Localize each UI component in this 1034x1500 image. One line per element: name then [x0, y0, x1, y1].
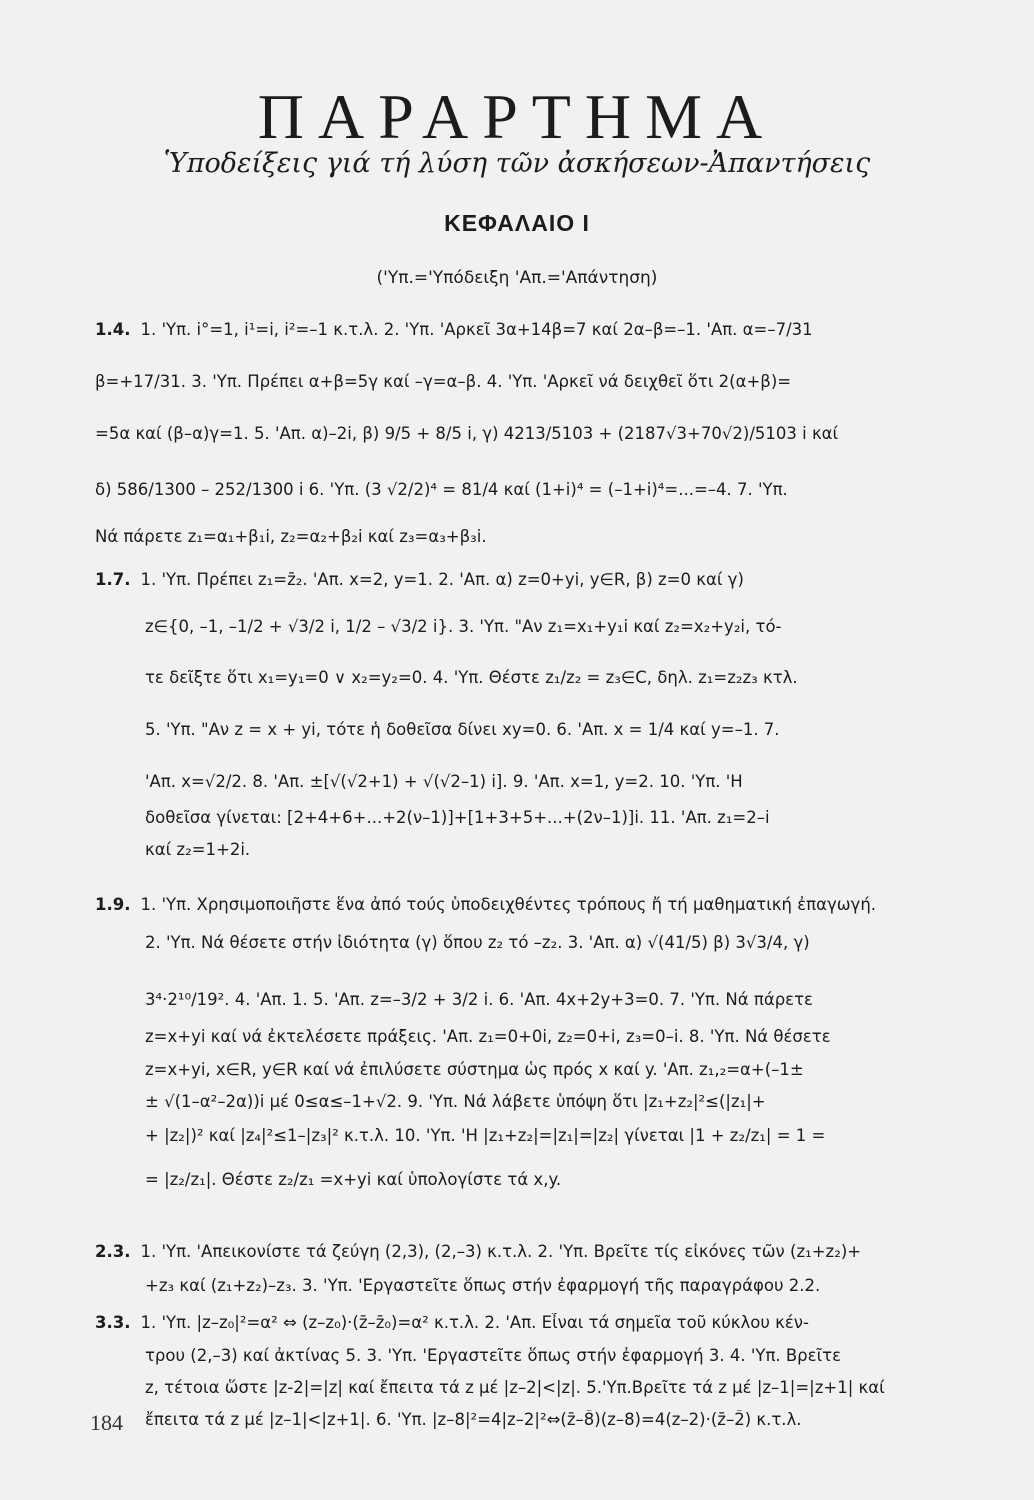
section-number: 1.4. [95, 320, 131, 339]
section-2-3-line-2: +z₃ καί (z₁+z₂)–z₃. 3. 'Υπ. 'Εργαστεῖτε ὅπως στήν ἐφαρμογή τῆς παραγράφου 2.2. [145, 1276, 821, 1295]
section-1-9-line-8: = |z₂/z₁|. Θέστε z₂/z₁ =x+yi καί ὑπολογίστε τά x,y. [145, 1170, 562, 1189]
section-3-3-line-2: τρου (2,–3) καί ἀκτίνας 5. 3. 'Υπ. 'Εργαστεῖτε ὅπως στήν ἐφαρμογή 3. 4. 'Υπ. Βρεῖτε [145, 1346, 842, 1365]
section-1-7-line-1: 1.7. 1. 'Υπ. Πρέπει z₁=z̄₂. 'Απ. x=2, y=1. 2. 'Απ. α) z=0+yi, y∈R, β) z=0 καί γ) [95, 570, 744, 589]
section-number: 2.3. [95, 1242, 131, 1261]
section-1-7-line-3: τε δεῖξτε ὅτι x₁=y₁=0 ∨ x₂=y₂=0. 4. 'Υπ. Θέστε z₁/z₂ = z₃∈C, δηλ. z₁=z₂z₃ κτλ. [145, 668, 798, 687]
section-1-9-line-6: ± √(1–α²–2α))i μέ 0≤α≤–1+√2. 9. 'Υπ. Νά λάβετε ὑπόψη ὅτι |z₁+z₂|²≤(|z₁|+ [145, 1092, 766, 1111]
appendix-title: ΠΑΡΑΡΤΗΜΑ [257, 81, 777, 152]
section-1-9-line-2: 2. 'Υπ. Νά θέσετε στήν ἰδιότητα (γ) ὅπου z₂ τό –z₂. 3. 'Απ. α) √(41/5) β) 3√3/4, γ) [145, 933, 810, 952]
section-1-9-line-3: 3⁴·2¹⁰/19². 4. 'Απ. 1. 5. 'Απ. z=–3/2 + 3/2 i. 6. 'Απ. 4x+2y+3=0. 7. 'Υπ. Νά πάρετε [145, 990, 813, 1009]
section-1-4-line-3: =5α καί (β–α)γ=1. 5. 'Απ. α)–2i, β) 9/5 + 8/5 i, γ) 4213/5103 + (2187√3+70√2)/5103 i καί [95, 424, 839, 443]
section-1-7-line-4: 5. 'Υπ. "Αν z = x + yi, τότε ἡ δοθεῖσα δίνει xy=0. 6. 'Απ. x = 1/4 καί y=–1. 7. [145, 720, 780, 739]
section-1-7-line-5: 'Απ. x=√2/2. 8. 'Απ. ±[√(√2+1) + √(√2–1) i]. 9. 'Απ. x=1, y=2. 10. 'Υπ. 'Η [145, 772, 743, 791]
section-3-3-line-1: 3.3. 1. 'Υπ. |z–z₀|²=α² ⇔ (z–z₀)·(z̄–z̄₀)=α² κ.τ.λ. 2. 'Απ. Εἶναι τά σημεῖα τοῦ κύκλου κέν- [95, 1313, 809, 1332]
section-number: 1.9. [95, 895, 131, 914]
section-3-3-line-3: z, τέτοια ὥστε |z-2|=|z| καί ἔπειτα τά z μέ |z–2|<|z|. 5.'Υπ.Βρεῖτε τά z μέ |z–1|=|z+1| καί [145, 1378, 885, 1397]
section-1-4-line-2: β=+17/31. 3. 'Υπ. Πρέπει α+β=5γ καί –γ=α–β. 4. 'Υπ. 'Αρκεῖ νά δειχθεῖ ὅτι 2(α+β)= [95, 372, 792, 391]
section-1-7-line-7: καί z₂=1+2i. [145, 840, 251, 859]
section-1-9-line-4: z=x+yi καί νά ἐκτελέσετε πράξεις. 'Απ. z₁=0+0i, z₂=0+i, z₃=0–i. 8. 'Υπ. Νά θέσετε [145, 1027, 831, 1046]
appendix-subtitle: Ὑποδείξεις γιά τή λύση τῶν ἀσκήσεων-Ἀπαντήσεις [163, 148, 871, 179]
section-3-3-line-4: ἔπειτα τά z μέ |z–1|<|z+1|. 6. 'Υπ. |z–8|²=4|z–2|²⇔(z̄–8̄)(z–8)=4(z–2)·(z̄–2̄) κ.τ.λ. [145, 1410, 802, 1429]
section-1-9-line-1: 1.9. 1. 'Υπ. Χρησιμοποιῆστε ἕνα ἀπό τούς ὑποδειχθέντες τρόπους ἤ τή μαθηματική ἐπαγωγή. [95, 895, 877, 914]
section-1-7-line-6: δοθεῖσα γίνεται: [2+4+6+...+2(ν–1)]+[1+3+5+...+(2ν–1)]i. 11. 'Απ. z₁=2–i [145, 808, 770, 827]
section-number: 1.7. [95, 570, 131, 589]
section-1-7-line-2: z∈{0, –1, –1/2 + √3/2 i, 1/2 – √3/2 i}. 3. 'Υπ. "Αν z₁=x₁+y₁i καί z₂=x₂+y₂i, τό- [145, 617, 782, 636]
chapter-heading: ΚΕΦΑΛΑΙΟ Ι [444, 210, 590, 236]
section-1-4-line-5: Νά πάρετε z₁=α₁+β₁i, z₂=α₂+β₂i καί z₃=α₃+β₃i. [95, 527, 487, 546]
section-number: 3.3. [95, 1313, 131, 1332]
abbreviations-note: ('Υπ.='Υπόδειξη 'Απ.='Απάντηση) [376, 268, 658, 288]
section-1-4-line-4: δ) 586/1300 – 252/1300 i 6. 'Υπ. (3 √2/2)⁴ = 81/4 καί (1+i)⁴ = (–1+i)⁴=...=–4. 7. 'Υπ. [95, 480, 788, 499]
section-1-9-line-5: z=x+yi, x∈R, y∈R καί νά ἐπιλύσετε σύστημα ὡς πρός x καί y. 'Απ. z₁,₂=α+(–1± [145, 1060, 804, 1079]
section-1-9-line-7: + |z₂|)² καί |z₄|²≤1–|z₃|² κ.τ.λ. 10. 'Υπ. 'Η |z₁+z₂|=|z₁|=|z₂| γίνεται |1 + z₂/z₁| = 1 = [145, 1126, 826, 1145]
section-2-3-line-1: 2.3. 1. 'Υπ. 'Απεικονίστε τά ζεύγη (2,3), (2,–3) κ.τ.λ. 2. 'Υπ. Βρεῖτε τίς εἰκόνες τῶν (z₁+z₂)+ [95, 1242, 862, 1261]
section-1-4-line-1: 1.4. 1. 'Υπ. i°=1, i¹=i, i²=–1 κ.τ.λ. 2. 'Υπ. 'Αρκεῖ 3α+14β=7 καί 2α–β=–1. 'Απ. α=–7/31 [95, 320, 813, 339]
page-number: 184 [90, 1410, 123, 1435]
